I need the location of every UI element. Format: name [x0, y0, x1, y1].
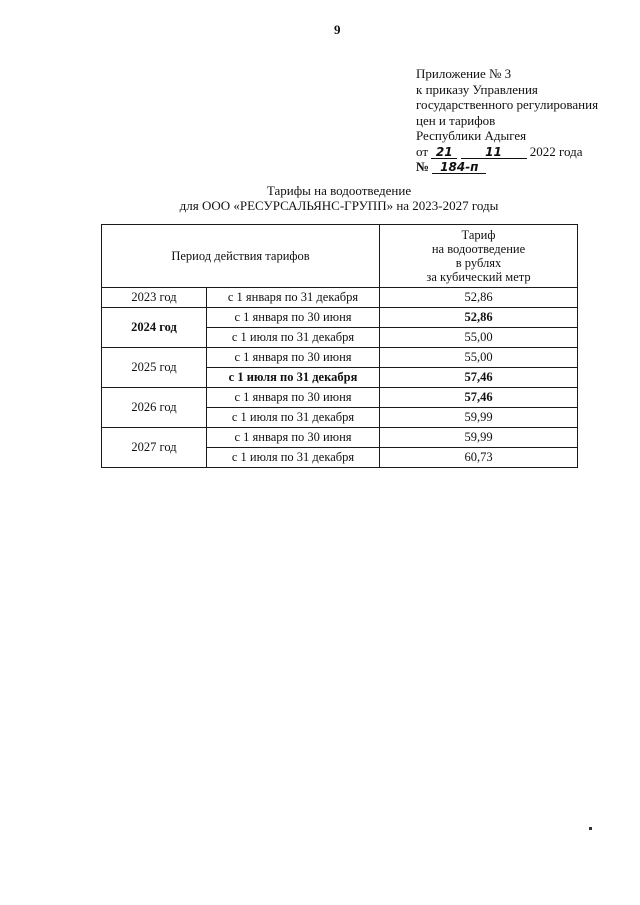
appendix-date	[416, 144, 598, 160]
header-tariff-line-2: на водоотведение	[431, 242, 526, 256]
appendix-block	[416, 66, 598, 175]
appendix-line-1: Приложение № 3	[416, 66, 512, 81]
header-tariff	[380, 225, 578, 288]
value-cell: 52,86	[380, 308, 578, 328]
date-prefix: от	[416, 143, 429, 159]
header-period: Период действия тарифов	[102, 225, 380, 288]
table-row	[102, 348, 578, 368]
table-row	[102, 388, 578, 408]
period-cell: с 1 января по 31 декабря	[207, 288, 380, 308]
period-cell: с 1 января по 30 июня	[207, 388, 380, 408]
date-month: 11	[461, 146, 527, 159]
table-header	[102, 225, 578, 288]
header-tariff-line-4: за кубический метр	[426, 270, 531, 284]
tariff-table	[101, 224, 578, 468]
value-cell: 59,99	[380, 428, 578, 448]
year-cell: 2026 год	[102, 388, 207, 428]
period-cell: с 1 июля по 31 декабря	[207, 328, 380, 348]
period-cell: с 1 января по 30 июня	[207, 308, 380, 328]
year-cell: 2024 год	[102, 308, 207, 348]
title-line-1: Тарифы на водоотведение	[266, 183, 412, 198]
period-cell: с 1 января по 30 июня	[207, 348, 380, 368]
date-day: 21	[431, 146, 457, 159]
title-line-2: для ООО «РЕСУРСАЛЬЯНС-ГРУПП» на 2023-2027 годы	[179, 198, 499, 213]
period-cell: с 1 июля по 31 декабря	[207, 368, 380, 388]
scan-dot	[589, 827, 592, 830]
value-cell: 55,00	[380, 348, 578, 368]
appendix-line-3: государственного регулирования	[416, 97, 599, 112]
header-tariff-line-1: Тариф	[461, 228, 496, 242]
appendix-line-5: Республики Адыгея	[416, 128, 527, 143]
number-value: 184-п	[432, 161, 486, 174]
table-row	[102, 288, 578, 308]
year-cell: 2025 год	[102, 348, 207, 388]
value-cell: 59,99	[380, 408, 578, 428]
page-number: 9	[334, 22, 341, 37]
number-prefix: №	[416, 159, 430, 174]
year-cell: 2027 год	[102, 428, 207, 468]
value-cell: 52,86	[380, 288, 578, 308]
table-row	[102, 428, 578, 448]
period-cell: с 1 июля по 31 декабря	[207, 408, 380, 428]
header-tariff-line-3: в рублях	[455, 256, 502, 270]
document-title	[100, 183, 578, 213]
appendix-number	[416, 159, 598, 175]
value-cell: 60,73	[380, 448, 578, 468]
year-cell: 2023 год	[102, 288, 207, 308]
value-cell: 57,46	[380, 368, 578, 388]
value-cell: 57,46	[380, 388, 578, 408]
date-year: 2022 года	[529, 143, 583, 159]
value-cell: 55,00	[380, 328, 578, 348]
appendix-line-2: к приказу Управления	[416, 81, 538, 97]
period-cell: с 1 января по 30 июня	[207, 428, 380, 448]
table-row	[102, 308, 578, 328]
period-cell: с 1 июля по 31 декабря	[207, 448, 380, 468]
appendix-line-4: цен и тарифов	[416, 112, 496, 128]
